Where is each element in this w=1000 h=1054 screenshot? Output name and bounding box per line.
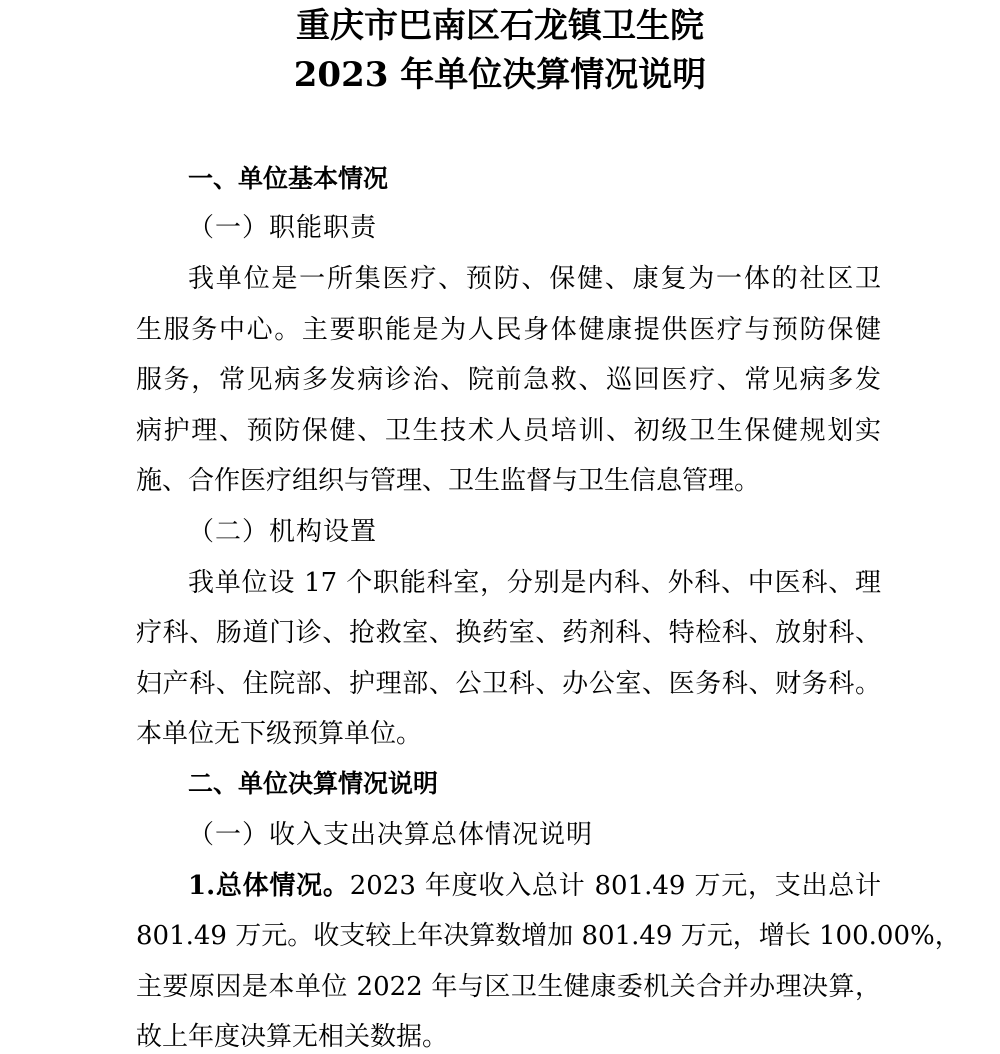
paragraph-line: 服务，常见病多发病诊治、院前急救、巡回医疗、常见病多发 [136, 365, 881, 395]
paragraph-line-text: 2023 年度收入总计 801.49 万元，支出总计 [349, 871, 881, 901]
paragraph-line: 病护理、预防保健、卫生技术人员培训、初级卫生保健规划实 [136, 416, 881, 446]
paragraph-line: 801.49 万元。收支较上年决算数增加 801.49 万元，增长 100.00%， [136, 921, 961, 951]
paragraph-line: 施、合作医疗组织与管理、卫生监督与卫生信息管理。 [136, 466, 761, 496]
subheading-income-expense: （一）收入支出决算总体情况说明 [188, 820, 594, 850]
paragraph-lead: 1.总体情况。 [188, 871, 350, 901]
paragraph-line: 我单位设 17 个职能科室，分别是内科、外科、中医科、理 [188, 568, 881, 598]
document-title-line1: 重庆市巴南区石龙镇卫生院 [296, 6, 704, 46]
section-heading-basic-info: 一、单位基本情况 [188, 164, 389, 193]
paragraph-line: 故上年度决算无相关数据。 [136, 1022, 449, 1052]
paragraph-line [188, 869, 881, 903]
section-heading-final-accounts: 二、单位决算情况说明 [188, 769, 439, 798]
paragraph-line: 我单位是一所集医疗、预防、保健、康复为一体的社区卫 [188, 264, 881, 294]
subheading-functions: （一）职能职责 [188, 213, 378, 243]
paragraph-line: 生服务中心。主要职能是为人民身体健康提供医疗与预防保健 [136, 315, 881, 345]
paragraph-line: 本单位无下级预算单位。 [136, 719, 423, 749]
paragraph-line: 妇产科、住院部、护理部、公卫科、办公室、医务科、财务科。 [136, 669, 881, 699]
document-title-line2: 2023 年单位决算情况说明 [293, 55, 707, 95]
subheading-organization: （二）机构设置 [188, 517, 378, 547]
paragraph-line: 疗科、肠道门诊、抢救室、换药室、药剂科、特检科、放射科、 [136, 618, 881, 648]
paragraph-line: 主要原因是本单位 2022 年与区卫生健康委机关合并办理决算， [136, 972, 881, 1002]
